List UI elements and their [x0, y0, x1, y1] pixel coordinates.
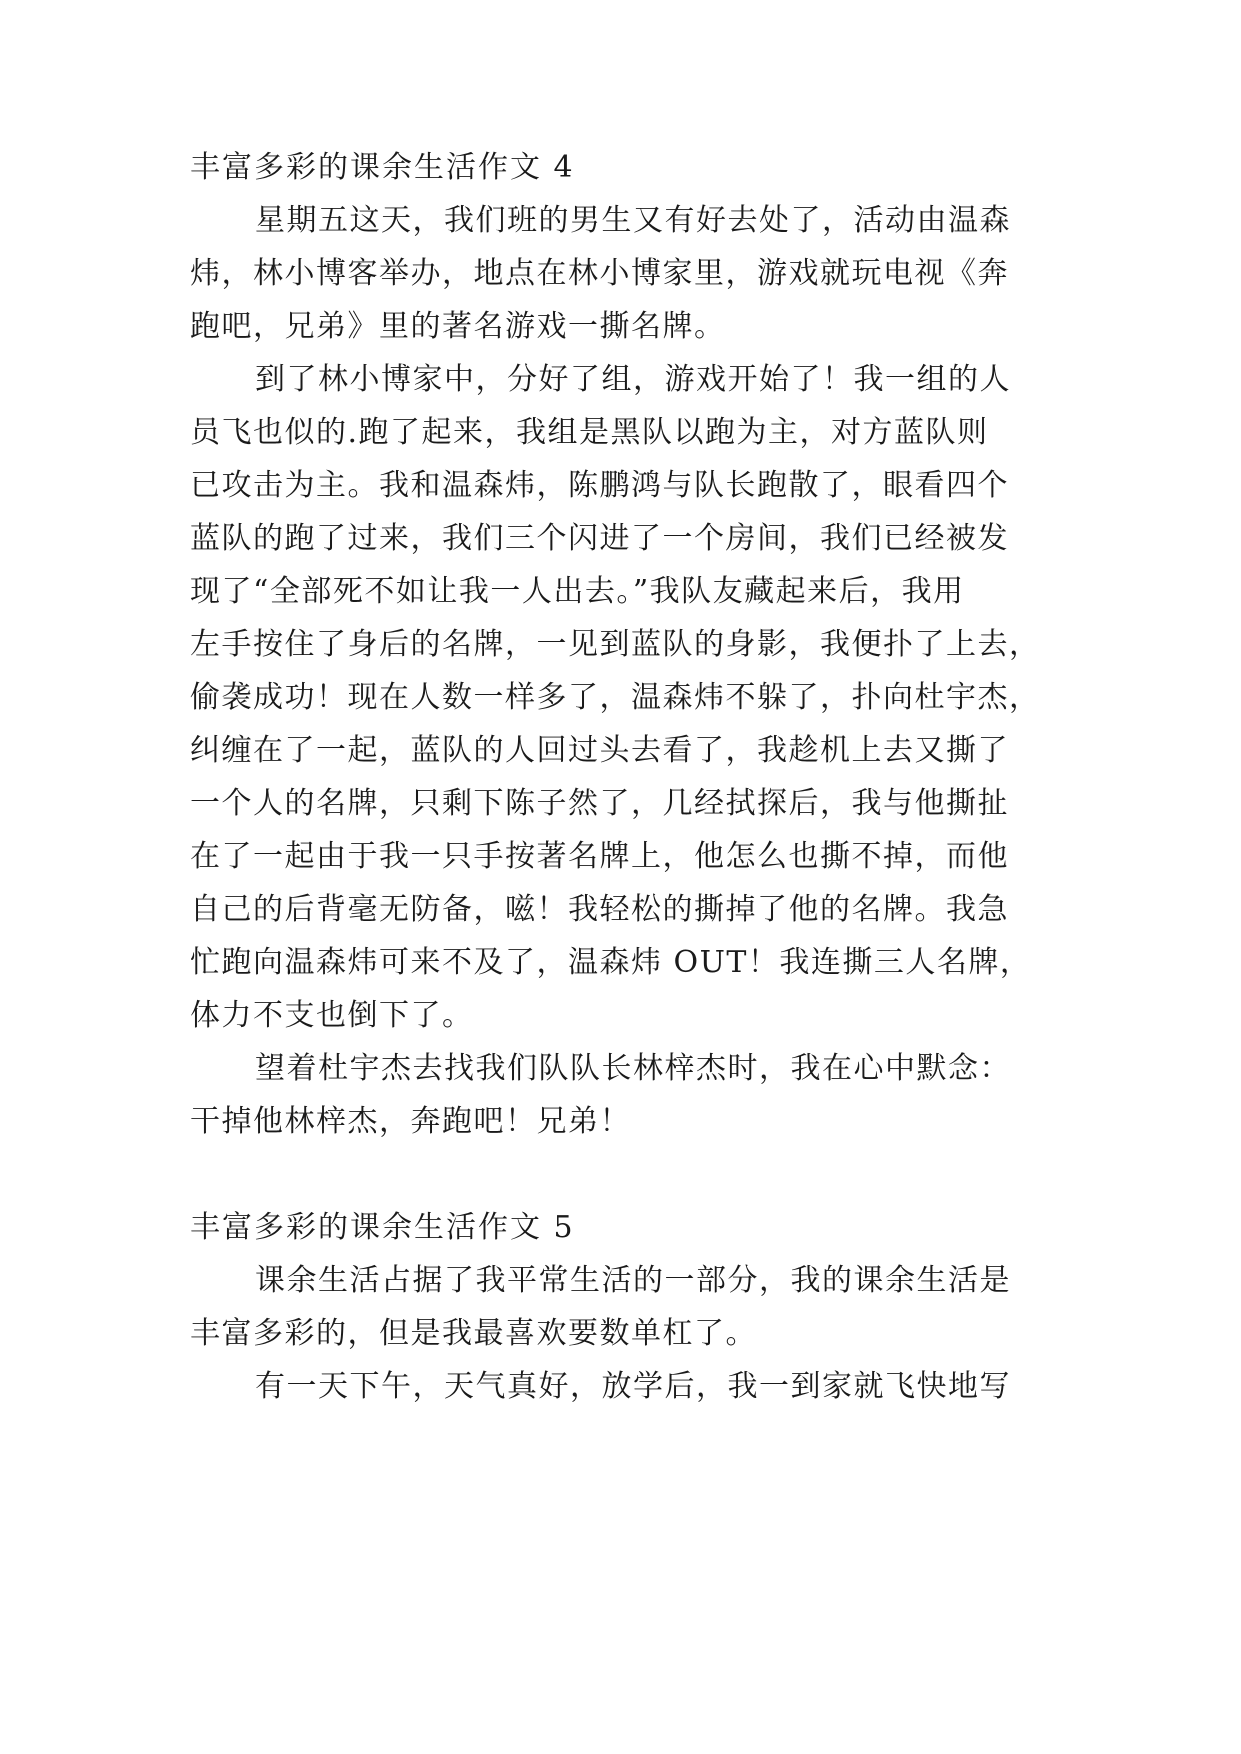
paragraph-line: 自己的后背毫无防备，嗞！我轻松的撕掉了他的名牌。我急: [190, 892, 1009, 927]
paragraph-line: 体力不支也倒下了。: [190, 998, 474, 1033]
paragraph-line: 偷袭成功！现在人数一样多了，温森炜不躲了，扑向杜宇杰，: [190, 680, 1041, 715]
paragraph-line: 蓝队的跑了过来，我们三个闪进了一个房间，我们已经被发: [190, 521, 1009, 556]
paragraph-line: 干掉他林梓杰，奔跑吧！兄弟！: [190, 1104, 631, 1139]
paragraph-line: 到了林小博家中，分好了组，游戏开始了！我一组的人: [255, 362, 1011, 397]
paragraph-line: 现了“全部死不如让我一人出去。”我队友藏起来后，我用: [190, 574, 965, 609]
paragraph-line: 纠缠在了一起，蓝队的人回过头去看了，我趁机上去又撕了: [190, 733, 1009, 768]
paragraph-line: 跑吧，兄弟》里的著名游戏一撕名牌。: [190, 309, 726, 344]
paragraph-line: 炜，林小博客举办，地点在林小博家里，游戏就玩电视《奔: [190, 256, 1009, 291]
paragraph-line: 望着杜宇杰去找我们队队长林梓杰时，我在心中默念：: [255, 1051, 1011, 1086]
section-title: 丰富多彩的课余生活作文 5: [190, 1210, 575, 1245]
paragraph-line: 忙跑向温森炜可来不及了，温森炜 OUT！我连撕三人名牌，: [190, 945, 1032, 980]
paragraph-line: 左手按住了身后的名牌，一见到蓝队的身影，我便扑了上去，: [190, 627, 1041, 662]
section-title: 丰富多彩的课余生活作文 4: [190, 150, 575, 185]
paragraph-line: 已攻击为主。我和温森炜，陈鹏鸿与队长跑散了，眼看四个: [190, 468, 1009, 503]
paragraph-line: 丰富多彩的，但是我最喜欢要数单杠了。: [190, 1316, 757, 1351]
paragraph-line: 在了一起由于我一只手按著名牌上，他怎么也撕不掉，而他: [190, 839, 1009, 874]
paragraph-line: 星期五这天，我们班的男生又有好去处了，活动由温森: [255, 203, 1011, 238]
paragraph-line: 课余生活占据了我平常生活的一部分，我的课余生活是: [255, 1263, 1011, 1298]
paragraph-line: 有一天下午，天气真好，放学后，我一到家就飞快地写: [255, 1369, 1011, 1404]
paragraph-line: 一个人的名牌，只剩下陈子然了，几经拭探后，我与他撕扯: [190, 786, 1009, 821]
paragraph-line: 员飞也似的.跑了起来，我组是黑队以跑为主，对方蓝队则: [190, 415, 989, 450]
